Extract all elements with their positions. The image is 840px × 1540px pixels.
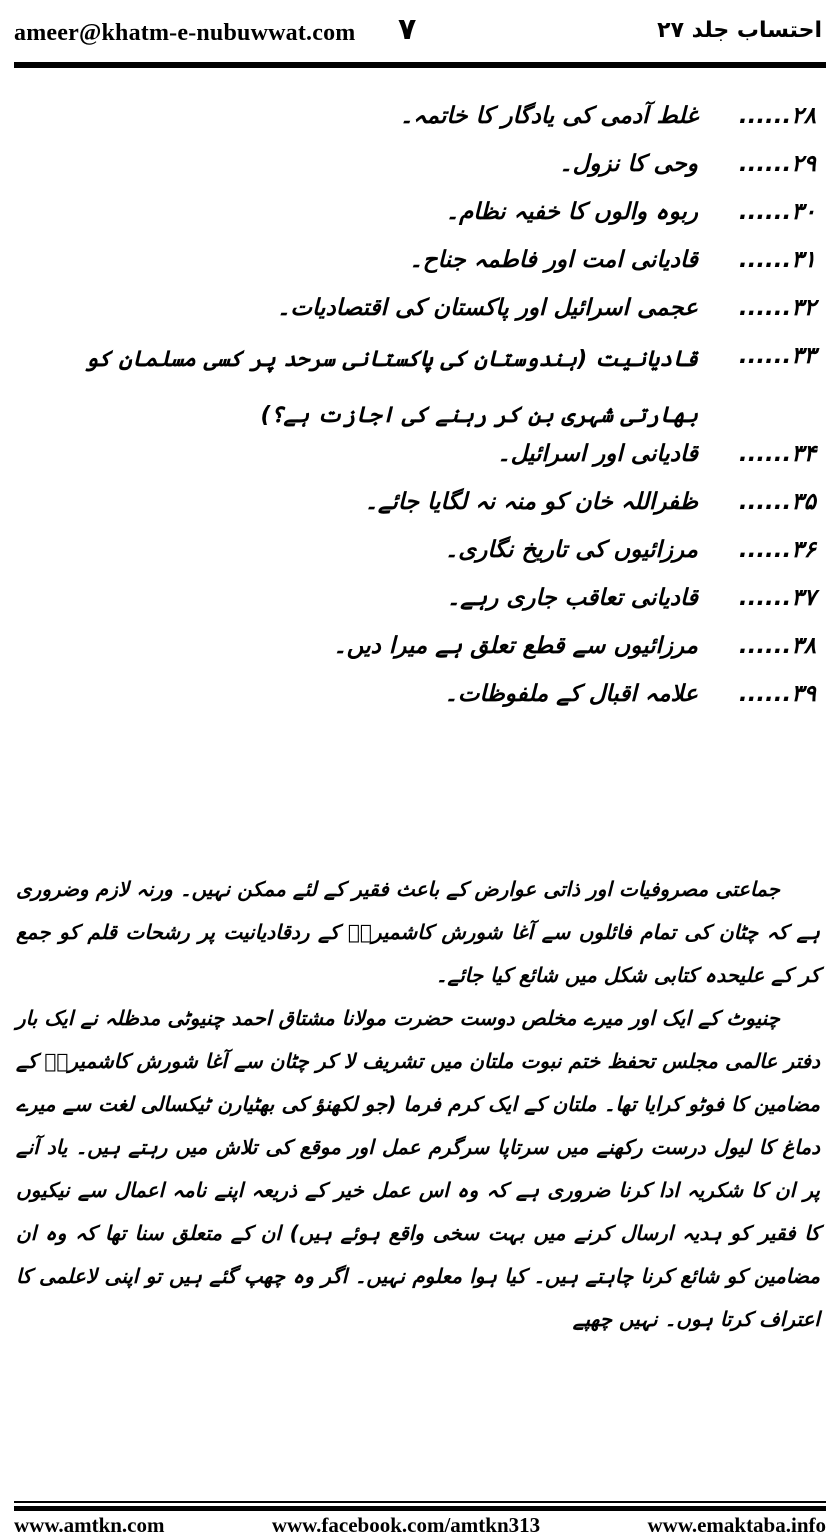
list-item-number: ۳۴...... — [738, 441, 816, 467]
list-item-number: ۲۹...... — [738, 151, 816, 177]
list-item-text: قادیانیت (ہندوستان کی پاکستانی سرحد پر کسی مسلمان کو بھارتی شہری بن کر رہنے کی اجازت ہے؟) — [85, 347, 698, 428]
paragraph: چنیوٹ کے ایک اور میرے مخلص دوست حضرت مولانا مشتاق احمد چنیوٹی مدظلہ نے ایک بار دفتر عالمی مجلس تحفظ ختم نبوت ملتان میں تشریف لا کر چٹان سے آغا شورش کاشمیریؒ کے مضامین کا فوٹو کرایا تھا۔ ملتان کے ایک کرم فرما (جو لکھنؤ کی بھٹیارن ٹیکسالی لغت سے میرے دماغ کا لیول درست رکھنے میں سرتاپا سرگرم عمل اور موقع کی تلاش میں رہتے ہیں۔ یاد آنے پر ان کا شکریہ ادا کرنا ضروری ہے کہ وہ اس عمل خیر کے ذریعہ اپنے نامہ اعمال سے نیکیوں کا فقیر کو ہدیہ ارسال کرنے میں بہت سخی واقع ہوئے ہیں) ان کے متعلق سنا تھا کہ وہ ان مضامین کو شائع کرنا چاہتے ہیں۔ کیا ہوا معلوم نہیں۔ اگر وہ چھپ گئے ہیں تو اپنی لاعلمی کا اعتراف کرتا ہوں۔ نہیں چھپے — [16, 1006, 820, 1331]
list-item — [20, 284, 820, 332]
list-item — [20, 478, 820, 526]
list-item-text: غلط آدمی کی یادگار کا خاتمہ۔ — [399, 103, 698, 129]
topic-list — [20, 92, 820, 718]
list-item-number: ۳۱...... — [738, 247, 816, 273]
list-item — [20, 236, 820, 284]
list-item — [20, 332, 820, 430]
list-item-number: ۳۲...... — [738, 295, 816, 321]
list-item-text: وحی کا نزول۔ — [559, 151, 698, 177]
list-item — [20, 140, 820, 188]
header-email: ameer@khatm-e-nubuwwat.com — [14, 20, 356, 46]
footer-link-emaktaba[interactable]: www.emaktaba.info — [647, 1512, 826, 1537]
list-item-text: مرزائیوں کی تاریخ نگاری۔ — [444, 537, 698, 563]
list-item-text: ظفراللہ خان کو منہ نہ لگایا جائے۔ — [364, 489, 698, 515]
list-item-number: ۳۶...... — [738, 537, 816, 563]
list-item — [20, 622, 820, 670]
list-item-number: ۳۰...... — [738, 199, 816, 225]
body-text — [16, 868, 820, 1341]
page-header — [0, 0, 840, 70]
footer-divider-thick — [14, 1506, 826, 1511]
list-item-text: مرزائیوں سے قطع تعلق ہے میرا دیں۔ — [333, 633, 698, 659]
page-number: ۷ — [398, 12, 417, 47]
list-item-number: ۳۵...... — [738, 489, 816, 515]
header-divider — [14, 62, 826, 68]
list-item-number: ۳۸...... — [738, 633, 816, 659]
list-item-number: ۳۷...... — [738, 585, 816, 611]
list-item-number: ۳۹...... — [738, 681, 816, 707]
footer-link-amtkn[interactable]: www.amtkn.com — [14, 1512, 165, 1537]
list-item — [20, 430, 820, 478]
list-item-number: ۲۸...... — [738, 103, 816, 129]
footer-divider-thin — [14, 1501, 826, 1503]
list-item — [20, 574, 820, 622]
list-item — [20, 670, 820, 718]
list-item-text: ربوہ والوں کا خفیہ نظام۔ — [445, 199, 698, 225]
footer-link-facebook[interactable]: www.facebook.com/amtkn313 — [271, 1512, 541, 1537]
list-item-text: قادیانی تعاقب جاری رہے۔ — [446, 585, 698, 611]
list-item — [20, 92, 820, 140]
list-item-text: قادیانی امت اور فاطمہ جناح۔ — [409, 247, 698, 273]
list-item-text: عجمی اسرائیل اور پاکستان کی اقتصادیات۔ — [276, 295, 698, 321]
list-item-text: علامہ اقبال کے ملفوظات۔ — [444, 681, 698, 707]
list-item-text: قادیانی اور اسرائیل۔ — [497, 441, 698, 467]
paragraph: جماعتی مصروفیات اور ذاتی عوارض کے باعث فقیر کے لئے ممکن نہیں۔ ورنہ لازم وضروری ہے کہ چٹان کی تمام فائلوں سے آغا شورش کاشمیریؒ کے ردقادیانیت پر رشحات قلم کو جمع کر کے علیحدہ کتابی شکل میں شائع کیا جائے۔ — [16, 877, 820, 987]
list-item — [20, 188, 820, 236]
page-footer — [14, 1513, 826, 1537]
list-item — [20, 526, 820, 574]
book-title: احتساب جلد ۲۷ — [657, 18, 822, 43]
list-item-number: ۳۳...... — [738, 343, 816, 369]
